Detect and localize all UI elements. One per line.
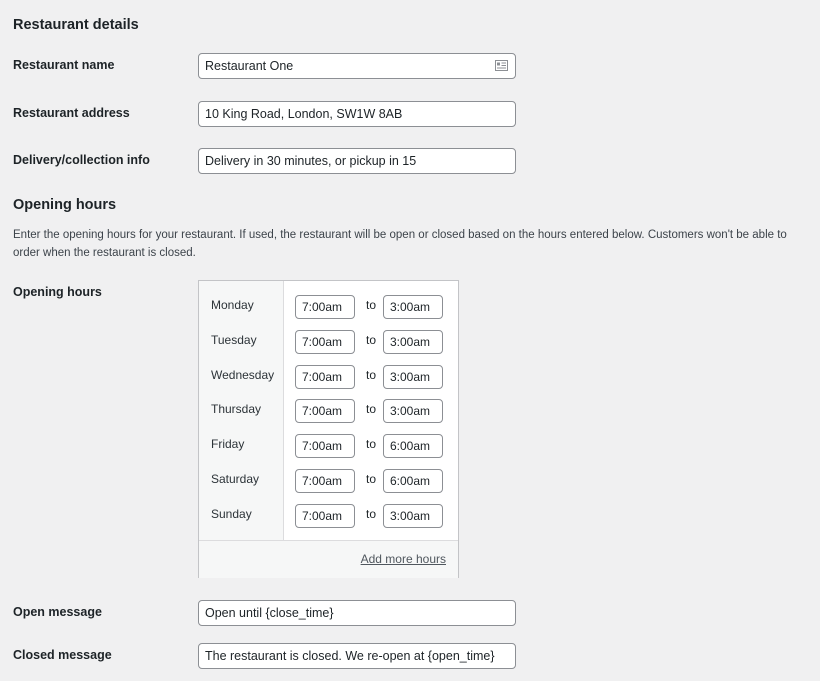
section-title-hours: Opening hours (13, 197, 117, 213)
day-label: Sunday (211, 507, 252, 521)
open-message-label: Open message (13, 605, 102, 619)
contact-card-icon (495, 60, 508, 71)
to-label: to (366, 402, 377, 416)
opening-hours-label: Opening hours (13, 285, 102, 299)
to-label: to (366, 298, 377, 312)
open-time-input[interactable]: 7:00am (295, 330, 355, 354)
to-label: to (366, 333, 377, 347)
close-time-input[interactable]: 3:00am (383, 330, 443, 354)
hours-row (199, 434, 458, 458)
add-more-hours-link[interactable]: Add more hours (360, 552, 446, 566)
day-label: Thursday (211, 402, 262, 416)
close-time-input[interactable]: 6:00am (383, 469, 443, 493)
restaurant-name-label: Restaurant name (13, 58, 115, 72)
hours-row (199, 399, 458, 423)
close-time-input[interactable]: 3:00am (383, 365, 443, 389)
close-time-input[interactable]: 3:00am (383, 504, 443, 528)
hours-row (199, 365, 458, 389)
delivery-info-label: Delivery/collection info (13, 153, 150, 167)
open-time-input[interactable]: 7:00am (295, 365, 355, 389)
close-time-input[interactable]: 3:00am (383, 295, 443, 319)
restaurant-name-value: Restaurant One (205, 59, 294, 73)
restaurant-address-input[interactable]: 10 King Road, London, SW1W 8AB (198, 101, 516, 127)
day-label: Monday (211, 298, 254, 312)
day-label: Tuesday (211, 333, 257, 347)
restaurant-name-input[interactable] (198, 53, 516, 79)
opening-hours-table (198, 280, 459, 578)
hours-row (199, 504, 458, 528)
to-label: to (366, 507, 377, 521)
hours-row (199, 295, 458, 319)
open-time-input[interactable]: 7:00am (295, 295, 355, 319)
closed-message-label: Closed message (13, 648, 112, 662)
open-time-input[interactable]: 7:00am (295, 399, 355, 423)
restaurant-address-label: Restaurant address (13, 106, 130, 120)
to-label: to (366, 368, 377, 382)
hours-row (199, 469, 458, 493)
open-time-input[interactable]: 7:00am (295, 434, 355, 458)
day-label: Wednesday (211, 368, 275, 382)
day-label: Friday (211, 437, 245, 451)
open-time-input[interactable]: 7:00am (295, 469, 355, 493)
delivery-info-input[interactable]: Delivery in 30 minutes, or pickup in 15 (198, 148, 516, 174)
open-message-input[interactable]: Open until {close_time} (198, 600, 516, 626)
to-label: to (366, 472, 377, 486)
to-label: to (366, 437, 377, 451)
day-label: Saturday (211, 472, 260, 486)
hours-description: Enter the opening hours for your restaurant. If used, the restaurant will be open or closed based on the hours entered below. Customers won't be able to order when the restaurant is closed. (13, 229, 787, 259)
close-time-input[interactable]: 6:00am (383, 434, 443, 458)
hours-row (199, 330, 458, 354)
section-title-details: Restaurant details (13, 17, 139, 33)
open-time-input[interactable]: 7:00am (295, 504, 355, 528)
close-time-input[interactable]: 3:00am (383, 399, 443, 423)
closed-message-input[interactable]: The restaurant is closed. We re-open at {open_time} (198, 643, 516, 669)
